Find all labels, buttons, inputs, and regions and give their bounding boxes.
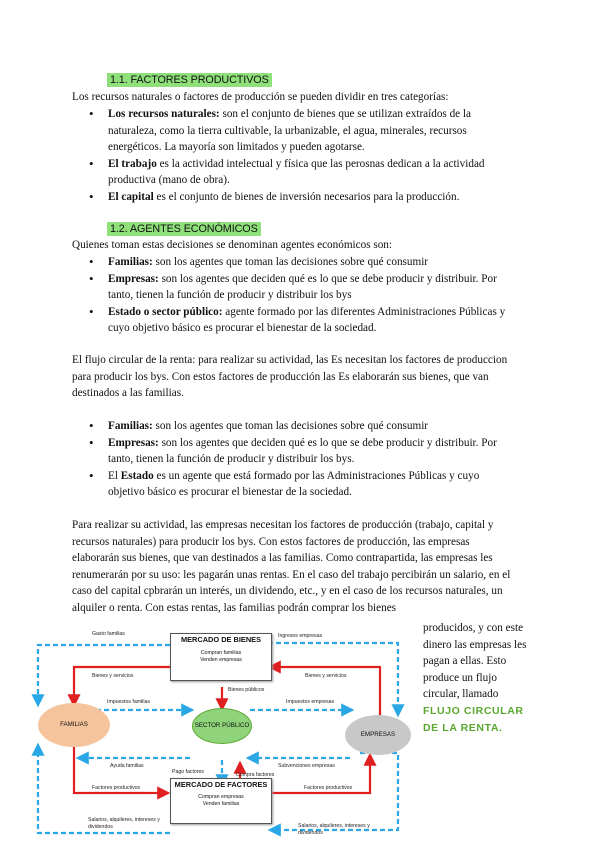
list-item: [72, 156, 512, 189]
circular-flow-diagram: [0, 625, 420, 848]
section2-list: [72, 254, 512, 337]
item-text: son los agentes que deciden qué es lo que se debe producir y distribuir. Por tanto, tienen la función de producir y distribuir los bys: [108, 272, 497, 302]
list-item: [72, 271, 512, 304]
side-text: [423, 620, 533, 736]
item-text: es un agente que está formado por las Administraciones Públicas y cuyo objetivo básico es procurar el bienestar de la sociedad.: [108, 469, 480, 499]
flujo-circular-highlight: FLUJO CIRCULAR DE LA RENTA.: [423, 704, 524, 734]
label-impuestos-familias: Impuestos familias: [107, 699, 150, 705]
familias-node: FAMILIAS: [38, 703, 110, 747]
mercado-bienes-box: [170, 633, 272, 681]
mercado-factores-sub1: Compran empresas: [198, 794, 244, 800]
item-term: El trabajo: [108, 157, 157, 170]
label-ingresos-empresas: Ingresos empresas: [278, 633, 323, 639]
mercado-bienes-sub1: Compran familias: [200, 650, 242, 656]
item-term: Familias:: [108, 420, 153, 432]
side-text-body: producidos, y con este dinero las empresas les pagan a ellas. Esto produce un flujo circular, llamado: [423, 622, 527, 701]
sector-publico-node: SECTOR PÚBLICO: [192, 708, 252, 744]
label-factores-productivos-right: Factores productivos: [304, 785, 353, 791]
item-term: Empresas:: [108, 272, 159, 285]
paragraph-flujo: El flujo circular de la renta: para realizar su actividad, las Es necesitan los factores de produccion para producir los bys. Con estos factores de producción las Es elaborarán sus bienes, que van destinados a las familias.: [72, 354, 508, 400]
section2-intro: Quienes toman estas decisiones se denominan agentes económicos son:: [72, 239, 393, 251]
label-gasto-familias: Gasto familias: [92, 631, 125, 637]
section1-heading: 1.1. FACTORES PRODUCTIVOS: [107, 73, 272, 87]
item-text: son los agentes que deciden qué es lo que se debe producir y distribuir. Por tanto, tienen la función de producir y distribuir los bys.: [108, 436, 497, 466]
list-item: [72, 254, 512, 271]
item-text: son el conjunto de bienes que se utilizan extraídos de la naturaleza, como la tierra cultivable, la urbanizable, el agua, minerales, recursos energéticos. La mayoría son limitados y pueden agotarse.: [108, 108, 472, 154]
item-term: Familias:: [108, 256, 153, 268]
list-item: [72, 304, 512, 337]
label-bienes-publicos: Bienes públicos: [228, 687, 265, 693]
mercado-factores-title: MERCADO DE FACTORES: [174, 780, 268, 789]
list-item: [72, 106, 512, 156]
label-salarios-left: Salarios, alquileres, intereses y dividendos: [88, 817, 160, 830]
label-bienes-servicios-left: Bienes y servicios: [92, 673, 134, 679]
item-term: Estado: [120, 469, 154, 482]
mercado-factores-box: [170, 778, 272, 824]
item-term: El capital: [108, 190, 154, 203]
item-text: es el conjunto de bienes de inversión necesarios para la producción.: [153, 190, 460, 203]
label-ayuda-familias: Ayuda familias: [110, 763, 144, 769]
section1-intro: Los recursos naturales o factores de producción se pueden dividir en tres categorías:: [72, 91, 449, 103]
item-term: Los recursos naturales:: [108, 108, 220, 120]
list-item: [72, 189, 512, 206]
section1-list: [72, 106, 512, 206]
label-bienes-servicios-right: Bienes y servicios: [305, 673, 347, 679]
mercado-bienes-sub2: Venden empresas: [200, 657, 242, 663]
mercado-bienes-title: MERCADO DE BIENES: [180, 635, 262, 644]
list-item: [72, 468, 512, 501]
item-term: Empresas:: [108, 436, 159, 449]
label-impuestos-empresas: Impuestos empresas: [286, 699, 335, 705]
paragraph-empresas: Para realizar su actividad, las empresas necesitan los factores de producción (trabajo, capital y recursos naturales) para producir los bys. Con estos factores de producción, las empresas elaborarán sus bienes, que van destinados a las familias. Como contrapartida, las empresas les renumerarán por su uso: les pagarán unas rentas. En el caso del trabajo percibirán un salario, en el caso del capital cpbrarán un interés, un dividendo, etc., y en el caso de los recursos naturales, un alquiler o renta. Con estas rentas, las familias podrán comprar los bienes: [72, 519, 511, 614]
item-pre: El: [108, 469, 121, 482]
label-subvenciones: Subvenciones empresas: [278, 763, 335, 769]
empresas-node: EMPRESAS: [345, 715, 411, 755]
section2-heading: 1.2. AGENTES ECONÓMICOS: [107, 222, 261, 236]
label-factores-productivos-left: Factores productivos: [92, 785, 141, 791]
list-item: [72, 435, 512, 468]
list-item: [72, 418, 512, 435]
label-pago-factores: Pago factores: [172, 769, 205, 775]
item-text: son los agentes que toman las decisiones sobre qué consumir: [152, 420, 429, 432]
item-text: agente formado por las diferentes Administraciones Públicas y cuyo objetivo básico es procurar el bienestar de la sociedad.: [108, 305, 506, 335]
item-text: son los agentes que toman las decisiones sobre qué consumir: [152, 256, 429, 268]
label-salarios-right: Salarios, alquileres, intereses y dividendos: [298, 823, 370, 836]
item-text: es la actividad intelectual y física que las perosnas dedican a la actividad productiva (mano de obra).: [108, 157, 485, 187]
mercado-factores-sub2: Venden familias: [202, 801, 240, 807]
label-compra-factores: Compra factores: [236, 772, 275, 778]
item-term: Estado o sector público:: [108, 305, 223, 318]
agents-list: [72, 418, 512, 501]
